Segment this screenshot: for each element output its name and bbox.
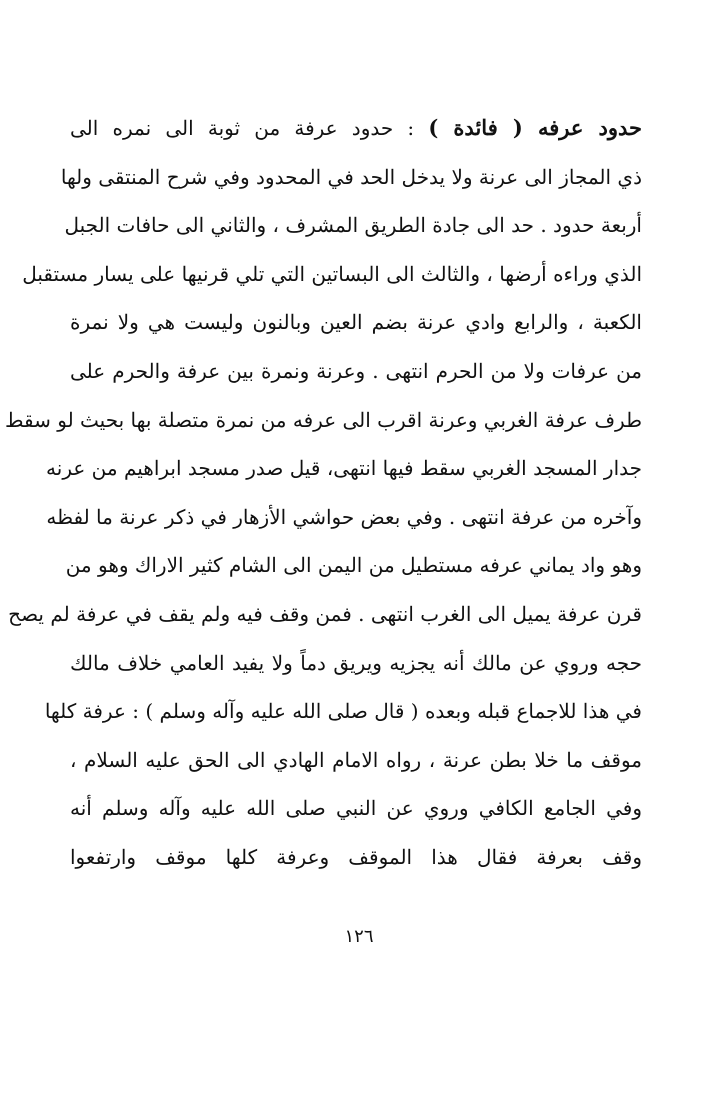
text-line-3: أربعة حدود . حد الى جادة الطريق المشرف ، والثاني الى حافات الجبل [64,213,642,238]
text-line-13: في هذا للاجماع قبله وبعده ( قال صلى الله عليه وآله وسلم ) : عرفة كلها [44,699,642,724]
text-line-14: موقف ما خلا بطن عرنة ، رواه الامام الهادي الى الحق عليه السلام ، [70,747,642,772]
section-heading: حدود عرفه ( فائدة ) [428,115,643,140]
text-line-2: ذي المجاز الى عرنة ولا يدخل الحد في المحدود وفي شرح المنتقى ولها [60,164,642,189]
text-line-6: من عرفات ولا من الحرم انتهى . وعرنة ونمرة بين عرفة والحرم على [70,358,642,383]
text-line-5: الكعبة ، والرابع وادي عرنة بضم العين وبالنون وليست هي ولا نمرة [70,310,642,335]
first-line-text: : حدود عرفة من ثوبة الى نمره الى [70,116,429,140]
page-number: ١٢٦ [344,926,374,947]
text-body [5,104,643,882]
text-line-12: حجه وروي عن مالك أنه يجزيه ويريق دماً ولا يفيد العامي خلاف مالك [70,650,642,675]
text-line-7: طرف عرفة الغربي وعرنة اقرب الى عرفه من نمرة متصلة بها بحيث لو سقط [5,407,642,432]
text-line-11: قرن عرفة يميل الى الغرب انتهى . فمن وقف فيه ولم يقف في عرفة لم يصح [8,601,642,626]
text-line-16: وقف بعرفة فقال هذا الموقف وعرفة كلها موقف وارتفعوا [70,844,642,869]
text-line-1 [70,104,642,153]
text-line-15: وفي الجامع الكافي وروي عن النبي صلى الله عليه وآله وسلم أنه [70,796,642,821]
text-line-4: الذي وراءه أرضها ، والثالث الى البساتين التي تلي قرنيها على يسار مستقبل [22,261,642,286]
text-line-8: جدار المسجد الغربي سقط فيها انتهى، قيل صدر مسجد ابراهيم من عرنه [46,456,642,481]
text-line-10: وهو واد يماني عرفه مستطيل من اليمن الى الشام كثير الاراك وهو من [65,553,642,578]
text-line-9: وآخره من عرفة انتهى . وفي بعض حواشي الأزهار في ذكر عرنة ما لفظه [46,504,642,529]
